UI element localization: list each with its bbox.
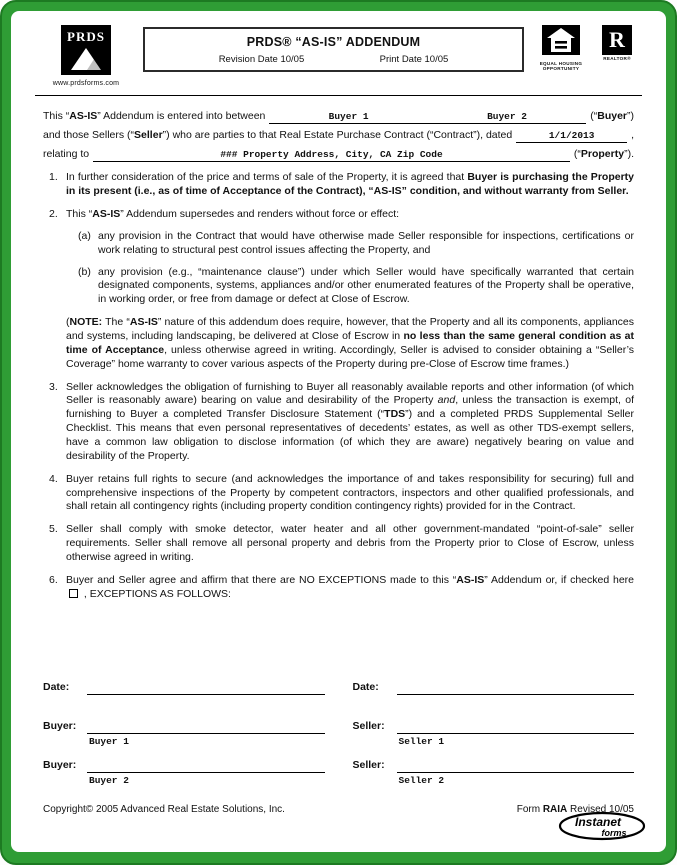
item-2-intro: This “AS-IS” Addendum supersedes and renders without force or effect: — [66, 207, 400, 220]
copyright-text: Copyright© 2005 Advanced Real Estate Solutions, Inc. — [43, 803, 285, 815]
form-item-6 — [49, 574, 634, 602]
item-text — [66, 208, 634, 372]
signature-name: Seller 2 — [398, 774, 445, 786]
subitem-letter: (b) — [78, 265, 91, 278]
item-number: 4. — [49, 472, 58, 485]
instanet-forms-logo — [558, 811, 646, 846]
item-number: 2. — [49, 207, 58, 220]
subitem-letter: (a) — [78, 229, 91, 242]
intro-text-3: and those Sellers (“Seller”) who are parties to that Real Estate Purchase Contract (“Contract”), dated — [43, 129, 513, 142]
intro-line-3 — [43, 143, 634, 162]
item-text: Seller shall comply with smoke detector, water heater and all other government-mandated “point-of-sale” seller requirements. Seller shall remove all personal property and debris from the Property prior to Close of Escrow, unless otherwise agreed in writing. — [66, 523, 634, 563]
revision-date: Revision Date 10/05 — [218, 53, 305, 65]
form-header — [35, 25, 642, 88]
subitem-text: any provision (e.g., “maintenance clause”) under which Seller would have specifically warranted that certain designated components, systems, appliances and/or other enumerated features of the Property shall be operative, in working order, or free from damage or defect at Close of Escrow. — [98, 265, 634, 306]
intro-line-2 — [43, 124, 634, 143]
item-number: 1. — [49, 171, 58, 184]
seller-signature-column — [353, 670, 635, 787]
buyer2-value: Buyer 2 — [487, 110, 527, 122]
buyer-row — [43, 759, 325, 773]
header-divider — [35, 95, 642, 96]
seller1-signature-line[interactable] — [397, 722, 635, 734]
item-number: 6. — [49, 573, 58, 586]
buyer-label: Buyer: — [43, 758, 77, 771]
seller-date-line[interactable] — [397, 683, 635, 695]
signature-name: Buyer 1 — [89, 735, 129, 747]
item-text: Buyer retains full rights to secure (and acknowledges the importance of and takes responsibility for securing) full and comprehensive inspections of the Property by competent contractors, inspectors and other qualified professionals, and shall retain all contingency rights (including property condition contingency rights) provided for in the Contract. — [66, 472, 634, 513]
instanet-forms-icon — [558, 811, 646, 841]
date-row — [353, 681, 635, 695]
form-title: PRDS® “AS-IS” ADDENDUM — [246, 35, 421, 49]
seller-label: Seller: — [352, 719, 385, 732]
note-paragraph: (NOTE: The “AS-IS” nature of this addendum does require, however, that the Property and all its components, appliances and systems, including landscaping, be delivered at Close of Escrow in no less than the same general condition as at time of Acceptance, unless otherwise agreed in writing. Accordingly, Seller is advised to consider obtaining a “Seller’s Coverage” home warranty to cover various aspects of the Property during pre-Close of Escrow time frames.) — [66, 316, 635, 370]
prds-logo-block — [43, 25, 129, 88]
intro-line-1 — [43, 105, 634, 124]
signature-section — [43, 670, 634, 787]
item-number: 3. — [49, 380, 58, 393]
item-text: Buyer and Seller agree and affirm that there are NO EXCEPTIONS made to this “AS-IS” Addendum or, if checked here , EXCEPTIONS AS FOLLOWS: — [66, 573, 635, 600]
seller-row — [353, 720, 635, 734]
buyer1-value: Buyer 1 — [328, 110, 369, 122]
date-label: Date: — [352, 680, 379, 693]
form-item-2 — [49, 208, 634, 372]
form-item-2a — [78, 230, 634, 258]
buyer-names-field[interactable] — [269, 111, 586, 125]
date-row — [43, 681, 325, 695]
form-revised: Revised 10/05 — [567, 803, 634, 815]
signature-name: Seller 1 — [398, 735, 445, 747]
equal-housing-caption: EQUAL HOUSING OPPORTUNITY — [539, 60, 583, 72]
form-code: RAIA — [542, 803, 568, 815]
prds-logo-text: PRDS — [67, 29, 105, 44]
buyer-signature-column — [43, 670, 325, 787]
form-item-1 — [49, 171, 634, 199]
equal-housing-logo — [538, 25, 584, 72]
signature-name: Buyer 2 — [89, 774, 129, 786]
buyer2-signature-line[interactable] — [87, 761, 325, 773]
intro-paragraph — [43, 105, 634, 162]
property-address-field[interactable] — [93, 149, 570, 163]
intro-text-4: , — [631, 129, 634, 142]
instanet-text: Instanet — [574, 815, 622, 830]
realtor-logo — [594, 25, 640, 72]
contract-date-value: 1/1/2013 — [548, 129, 595, 141]
form-title-box — [143, 27, 524, 72]
buyer-label: Buyer: — [43, 719, 77, 732]
seller-label: Seller: — [352, 758, 385, 771]
seller2-signature-line[interactable] — [397, 761, 635, 773]
subitem-text: any provision in the Contract that would have otherwise made Seller responsible for inspections, certifications or work relating to structural pest control issues affecting the Property, and — [98, 229, 634, 256]
form-item-5 — [49, 523, 634, 565]
signature-name — [399, 697, 635, 709]
form-item-2b — [78, 266, 634, 308]
intro-text-2: (“Buyer”) — [590, 110, 634, 123]
print-date: Print Date 10/05 — [379, 53, 449, 65]
item-number: 5. — [49, 523, 58, 536]
prds-logo — [61, 25, 111, 75]
signature-name — [89, 697, 325, 709]
buyer-date-line[interactable] — [87, 683, 325, 695]
item-text: In further consideration of the price and terms of sale of the Property, it is agreed that Buyer is purchasing the Property in its present (i.e., as of time of Acceptance of the Contract), “AS-IS” condition, and without warranty from Seller. — [66, 171, 634, 198]
property-address-value: ### Property Address, City, CA Zip Code — [220, 148, 443, 160]
association-logos — [538, 25, 640, 72]
item-text: Seller acknowledges the obligation of furnishing to Buyer all reasonably available reports and other information (of which Seller is reasonably aware) bearing on value and desirability of the Property and, unless the transaction is exempt, of furnishing to Buyer a completed Transfer Disclosure Statement (“TDS”) and a completed PRDS Supplemental Seller Checklist. This means that even personal representatives of decedents’ estates, as well as other TDS-exempt sellers, have a common law obligation to disclose information (of which they are aware) negatively bearing on value and desirability of the Property. — [66, 380, 635, 462]
seller-row — [353, 759, 635, 773]
forms-text: forms — [601, 828, 627, 839]
realtor-caption: REALTOR® — [603, 56, 631, 61]
intro-text-1: This “AS-IS” Addendum is entered into between — [43, 110, 266, 123]
intro-text-5: relating to — [43, 148, 90, 161]
prds-website-url: www.prdsforms.com — [52, 80, 120, 87]
mountain-shadow-icon — [87, 56, 105, 70]
date-label: Date: — [43, 680, 70, 693]
intro-text-6: (“Property”). — [573, 148, 634, 161]
contract-date-field[interactable] — [516, 130, 627, 144]
exceptions-checkbox[interactable] — [69, 589, 78, 598]
form-word: Form — [516, 803, 543, 815]
equal-housing-icon — [542, 25, 580, 55]
buyer-row — [43, 720, 325, 734]
exceptions-blank-space — [35, 602, 642, 670]
title-dates — [151, 54, 516, 67]
form-item-4 — [49, 473, 634, 515]
realtor-r-icon: R — [602, 25, 632, 55]
form-footer — [43, 803, 634, 816]
buyer1-signature-line[interactable] — [87, 722, 325, 734]
form-item-3 — [49, 381, 634, 464]
form-page — [11, 11, 666, 852]
